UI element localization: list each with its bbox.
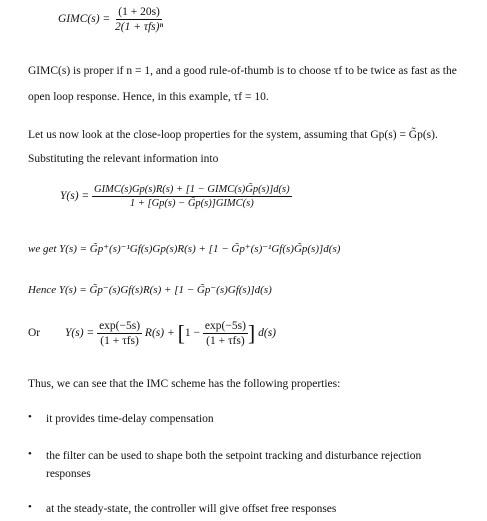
paragraph-2-line-1: Let us now look at the close-loop properties for the system, assuming that Gp(s) = G̃p(s). — [28, 129, 438, 141]
y-lhs: Y(s) = — [60, 190, 90, 203]
gimc-equation — [58, 6, 165, 33]
y-denominator: 1 + [Gp(s) − G̃p(s)]GIMC(s) — [129, 198, 254, 209]
or-fraction-1-denominator: (1 + τfs) — [100, 335, 139, 347]
paragraph-3: Thus, we can see that the IMC scheme has the following properties: — [28, 378, 341, 390]
we-get-equation: we get Y(s) = G̃p⁺(s)⁻¹Gf(s)Gp(s)R(s) + [1 − G̃p⁺(s)⁻¹Gf(s)G̃p(s)]d(s) — [28, 243, 341, 255]
bullet-item-2-cont: responses — [46, 468, 91, 480]
y-fraction — [92, 184, 292, 209]
bullet-dot: • — [28, 501, 32, 513]
or-label: Or — [28, 327, 41, 340]
hence-equation: Hence Y(s) = G̃p⁻(s)Gf(s)R(s) + [1 − G̃p⁻(s)Gf(s)]d(s) — [28, 284, 272, 296]
y-numerator: GIMC(s)Gp(s)R(s) + [1 − GIMC(s)G̃p(s)]d(s) — [94, 184, 290, 195]
right-bracket: ] — [247, 320, 256, 346]
bullet-dot: • — [28, 411, 32, 423]
or-fraction-1-numerator: exp(−5s) — [99, 320, 141, 332]
gimc-denominator: 2(1 + τfs)ⁿ — [115, 21, 164, 33]
left-bracket: [ — [177, 320, 185, 346]
gimc-fraction — [113, 6, 165, 33]
y-equation — [60, 184, 292, 209]
or-tail: d(s) — [258, 327, 276, 340]
or-lhs: Y(s) = — [65, 327, 95, 340]
or-fraction-2 — [203, 320, 248, 347]
or-equation — [28, 320, 276, 347]
gimc-lhs: GΙΜC(s) = — [58, 13, 111, 26]
bullet-dot: • — [28, 448, 32, 460]
bullet-item-3: at the steady-state, the controller will give offset free responses — [46, 503, 337, 515]
gimc-numerator: (1 + 20s) — [118, 6, 160, 18]
bullet-item-1: it provides time-delay compensation — [46, 413, 214, 425]
or-fraction-2-denominator: (1 + τfs) — [206, 335, 245, 347]
paragraph-1-line-2: open loop response. Hence, in this example, τf = 10. — [28, 91, 269, 103]
paragraph-1-line-1: GIMC(s) is proper if n = 1, and a good rule-of-thumb is to choose τf to be twice as fast as the — [28, 65, 457, 77]
or-fraction-2-numerator: exp(−5s) — [204, 320, 246, 332]
one-minus: 1 − — [184, 327, 201, 340]
paragraph-2-line-2: Substituting the relevant information into — [28, 153, 219, 165]
or-middle: R(s) + — [144, 327, 175, 340]
or-fraction-1 — [97, 320, 142, 347]
bullet-item-2: the filter can be used to shape both the setpoint tracking and disturbance rejection — [46, 450, 422, 462]
